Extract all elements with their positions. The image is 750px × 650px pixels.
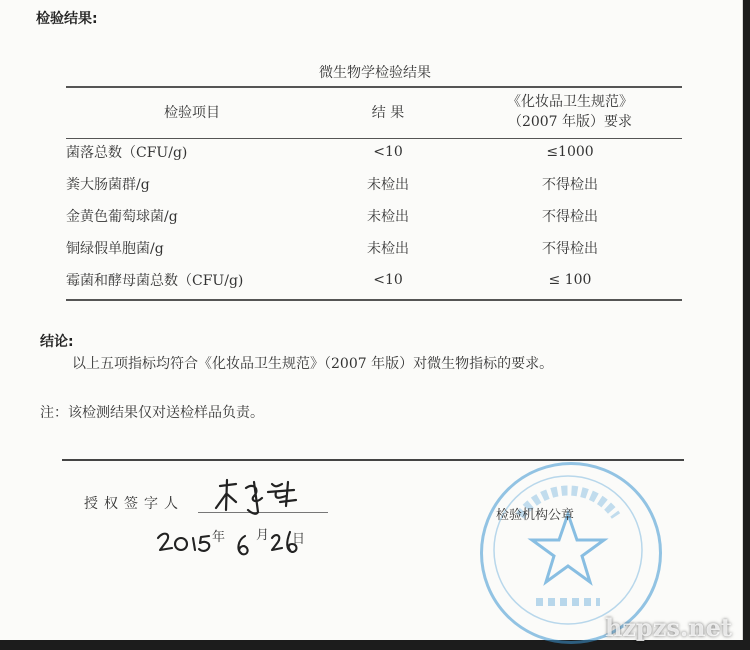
results-heading: 检验结果: [36, 11, 98, 27]
requirement-header-line2: （2007 年版）要求 [507, 114, 633, 130]
cell-requirement: 不得检出 [542, 177, 598, 193]
site-watermark: hzpzs.net [604, 613, 732, 642]
cell-result: <10 [373, 272, 403, 288]
cell-result: <10 [373, 144, 403, 160]
year-label: 年 [212, 530, 226, 545]
column-header-result: 结 果 [371, 105, 405, 121]
month-label: 月 [256, 528, 270, 543]
signature-label: 授权签字人 [84, 496, 184, 512]
cell-requirement: 不得检出 [542, 209, 598, 225]
cell-result: 未检出 [367, 209, 409, 225]
column-header-item: 检验项目 [164, 105, 220, 121]
cell-item: 菌落总数（CFU/g) [66, 145, 188, 161]
table-row [66, 200, 682, 232]
table-row [66, 168, 682, 200]
handwritten-signature [196, 476, 326, 520]
day-label: 日 [292, 532, 306, 547]
cell-item: 粪大肠菌群/g [66, 177, 150, 193]
conclusion-text: 以上五项指标均符合《化妆品卫生规范》（2007 年版）对微生物指标的要求。 [72, 356, 554, 372]
seal-star-icon [480, 462, 656, 638]
note-text: 注：该检测结果仅对送检样品负责。 [40, 405, 264, 421]
table-row [66, 232, 682, 264]
cell-item: 霉菌和酵母菌总数（CFU/g) [66, 273, 244, 289]
table-header-row [66, 88, 682, 136]
table-title: 微生物学检验结果 [319, 65, 431, 81]
handwritten-date [154, 524, 314, 564]
table-row [66, 136, 682, 168]
conclusion-heading: 结论: [40, 334, 74, 350]
cell-item: 金黄色葡萄球菌/g [66, 209, 178, 225]
stamp-label: 检验机构公章 [496, 508, 575, 523]
cell-requirement: 不得检出 [542, 241, 598, 257]
cell-result: 未检出 [367, 177, 409, 193]
table-bottom-rule [66, 299, 682, 301]
cell-item: 铜绿假单胞菌/g [66, 241, 164, 257]
cell-requirement: ≤ 100 [548, 272, 592, 288]
column-header-requirement [458, 88, 682, 136]
cell-result: 未检出 [367, 241, 409, 257]
results-table [66, 88, 682, 296]
table-row [66, 264, 682, 296]
signature-divider [62, 459, 684, 461]
cell-requirement: ≤1000 [546, 144, 594, 160]
requirement-header-line1: 《化妆品卫生规范》 [507, 94, 633, 110]
